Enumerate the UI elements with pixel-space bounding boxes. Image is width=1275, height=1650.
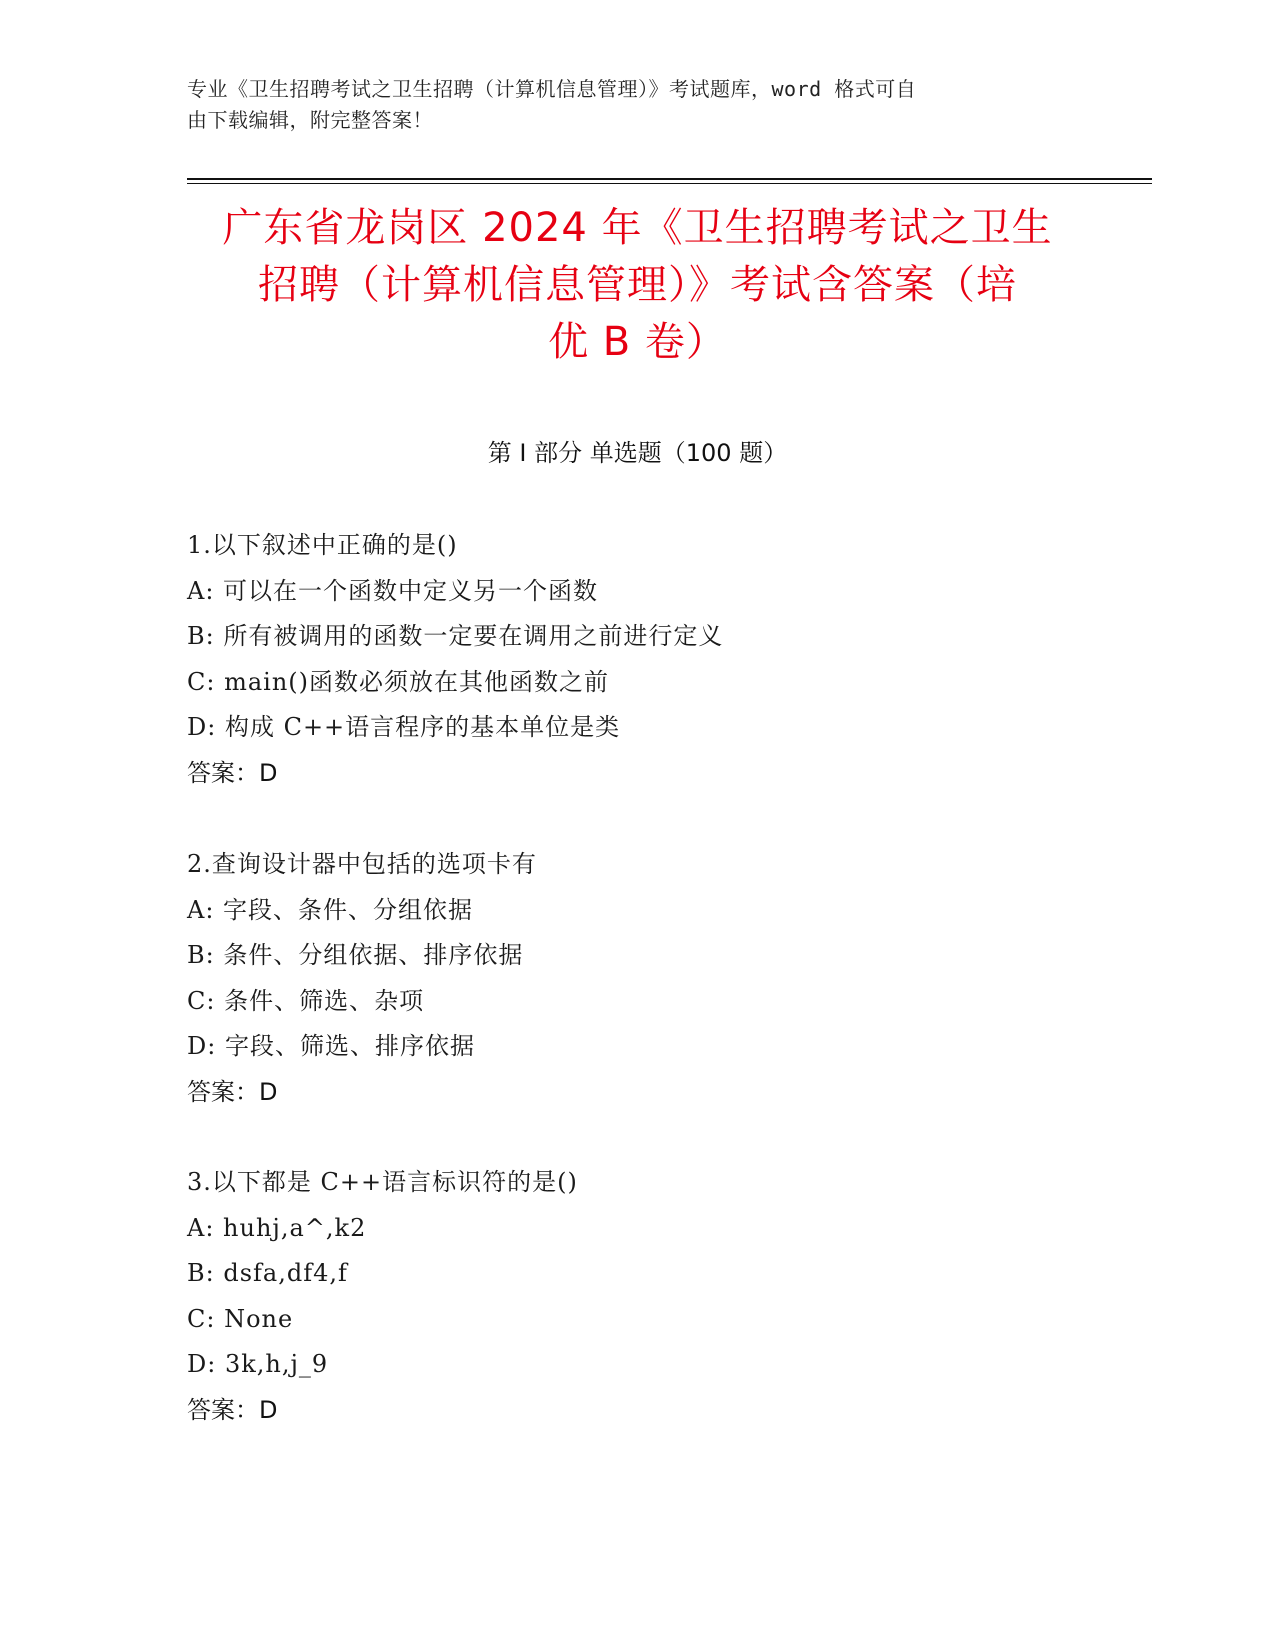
- question-1: [187, 523, 1087, 796]
- option-a: A: 字段、条件、分组依据: [187, 895, 474, 924]
- document-title-line-2: 招聘（计算机信息管理）》考试含答案（培: [258, 262, 1017, 308]
- option-b: B: 条件、分组依据、排序依据: [187, 941, 524, 969]
- answer: 答案：D: [187, 1077, 278, 1106]
- option-a: A: 可以在一个函数中定义另一个函数: [187, 576, 599, 605]
- option-c: C: None: [187, 1304, 294, 1333]
- option-d: D: 字段、筛选、排序依据: [187, 1032, 475, 1060]
- option-c: C: 条件、筛选、杂项: [187, 986, 425, 1015]
- question-stem: 3.以下都是 C++语言标识符的是(): [187, 1168, 578, 1196]
- header-divider-thin: [187, 183, 1152, 184]
- option-b: B: 所有被调用的函数一定要在调用之前进行定义: [187, 622, 724, 650]
- question-2: [187, 842, 1087, 1115]
- option-b: B: dsfa,df4,f: [187, 1259, 348, 1287]
- option-d: D: 构成 C++语言程序的基本单位是类: [187, 713, 621, 741]
- document-title: [180, 200, 1095, 371]
- header-divider-thick: [187, 178, 1152, 180]
- answer: 答案：D: [187, 1395, 278, 1424]
- document-title-line-1: 广东省龙岗区 2024 年《卫生招聘考试之卫生: [222, 205, 1053, 251]
- header-note-line-1: 专业《卫生招聘考试之卫生招聘（计算机信息管理）》考试题库，word 格式可自: [187, 77, 917, 101]
- option-d: D: 3k,h,j_9: [187, 1350, 329, 1378]
- question-stem: 2.查询设计器中包括的选项卡有: [187, 850, 537, 878]
- section-title: 第 I 部分 单选题（100 题）: [487, 439, 788, 467]
- header-note-line-2: 由下载编辑，附完整答案！: [187, 108, 433, 132]
- document-title-line-3: 优 B 卷）: [548, 319, 727, 365]
- option-c: C: main()函数必须放在其他函数之前: [187, 667, 610, 696]
- option-a: A: huhj,a^,k2: [187, 1213, 367, 1242]
- question-3: [187, 1160, 1087, 1433]
- header-note: [187, 74, 1067, 136]
- question-stem: 1.以下叙述中正确的是(): [187, 531, 458, 559]
- answer: 答案：D: [187, 758, 278, 787]
